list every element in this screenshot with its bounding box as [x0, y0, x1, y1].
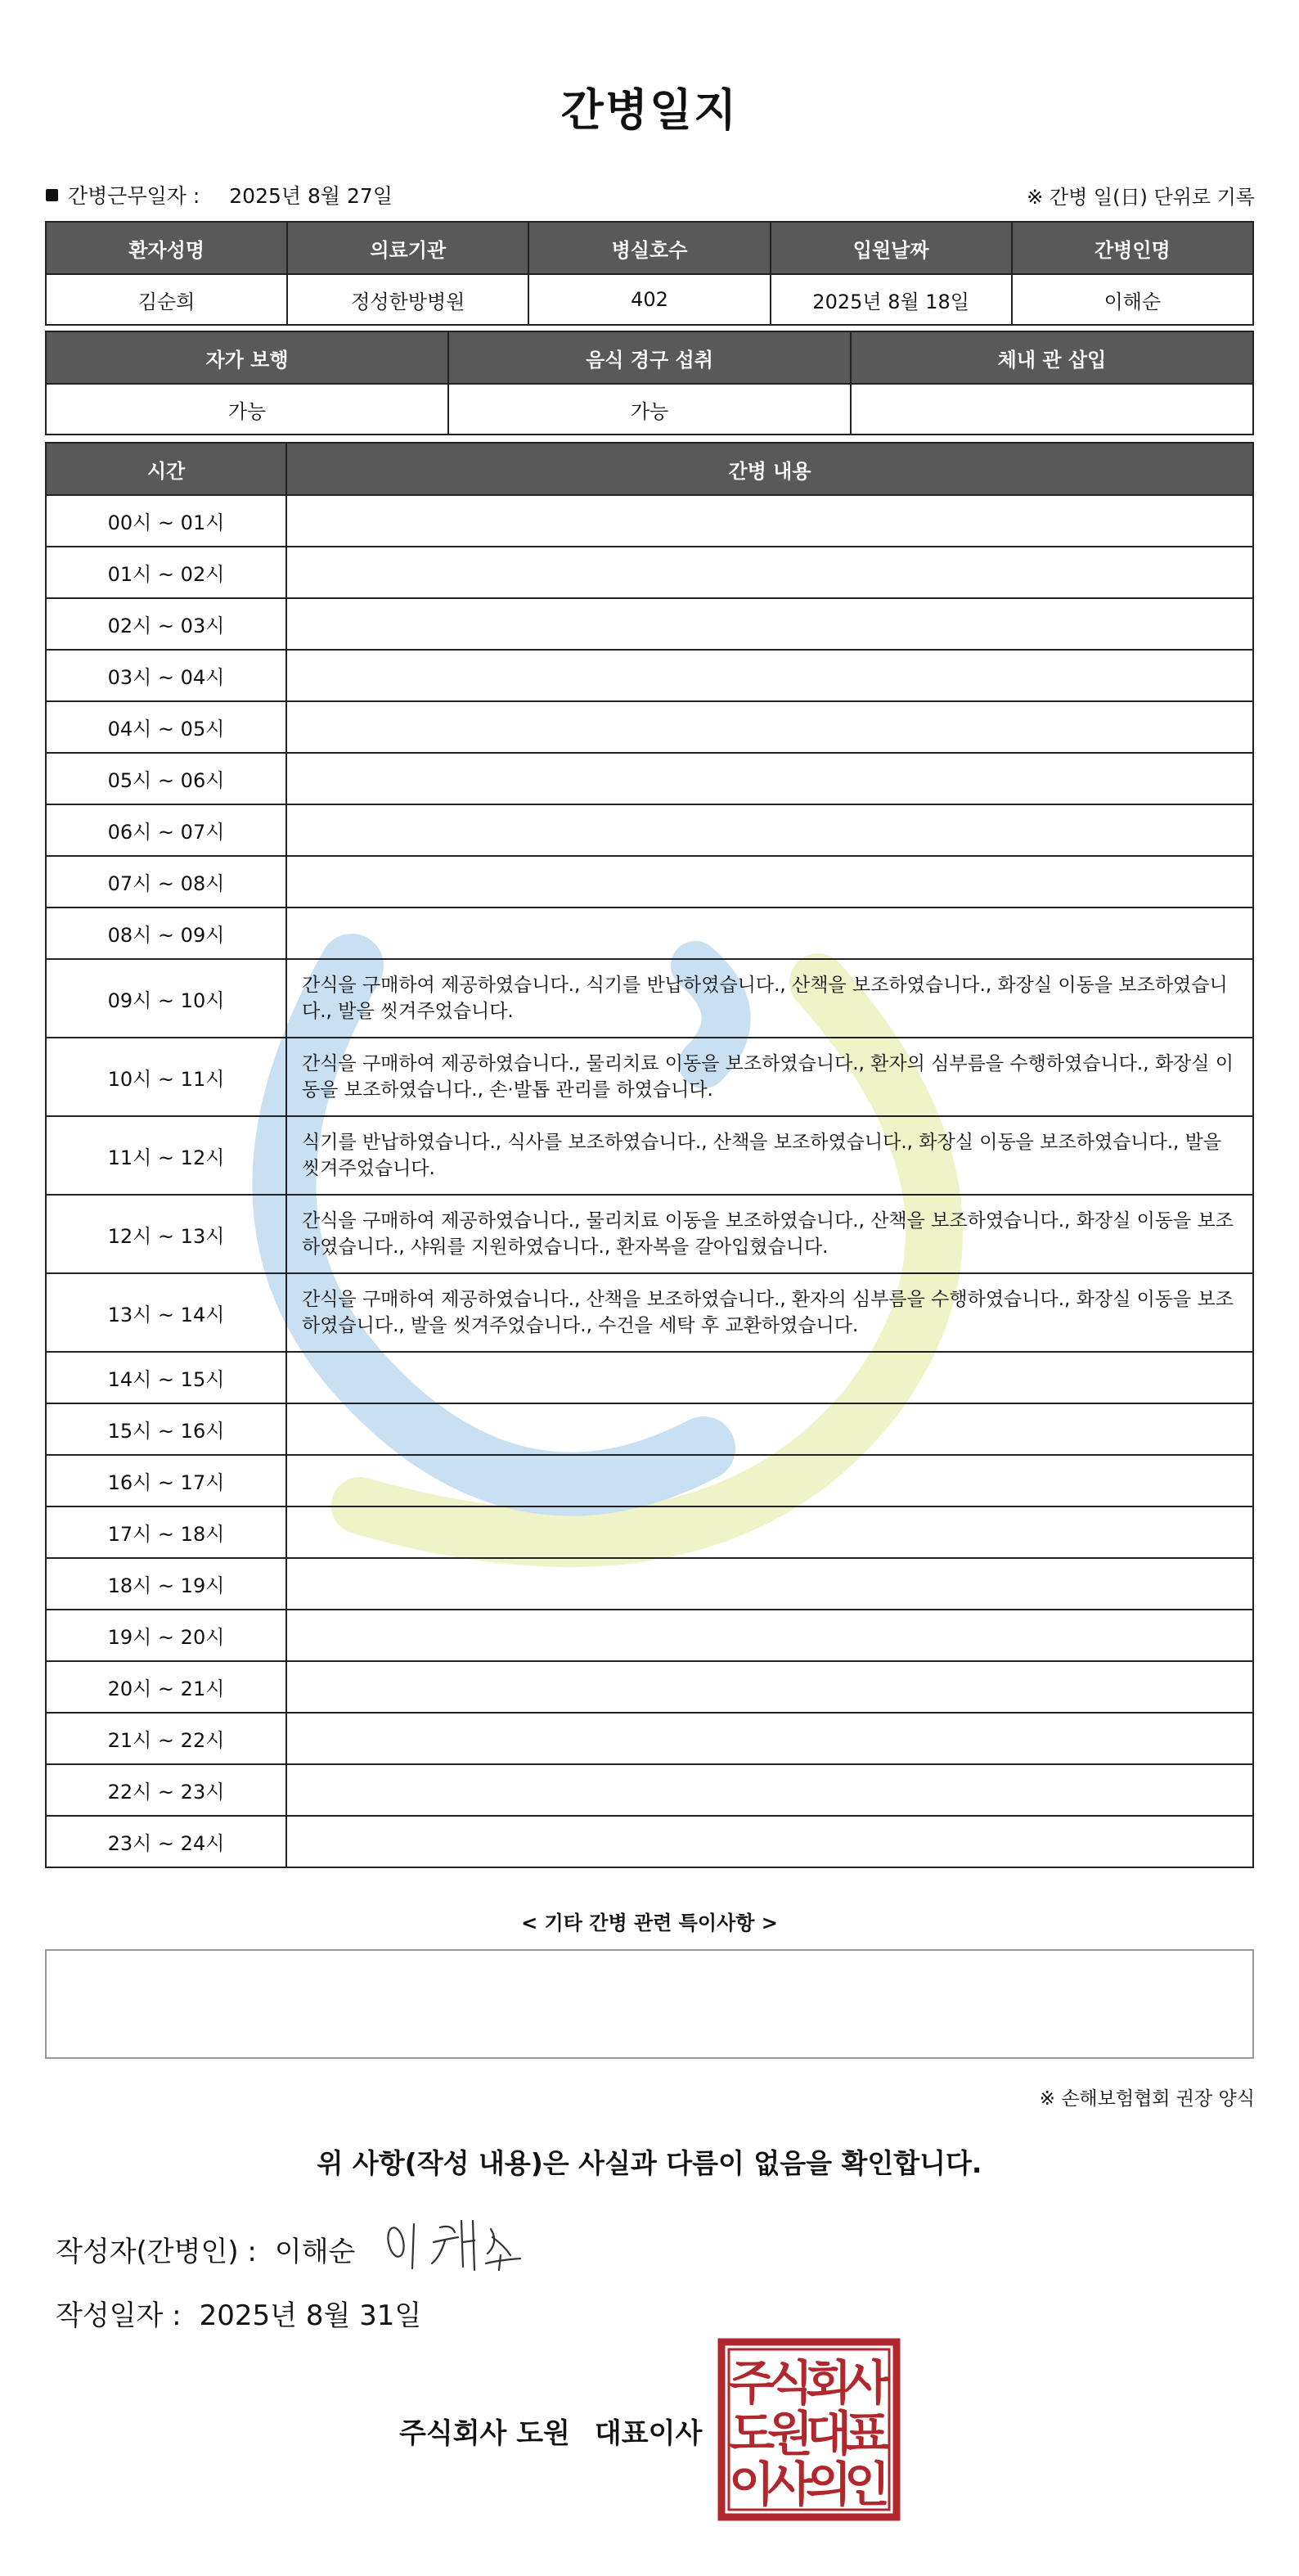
- log-time: 23시 ~ 24시: [46, 1816, 286, 1867]
- walking-value: 가능: [46, 384, 448, 435]
- log-row: [46, 547, 1253, 598]
- log-row: [46, 1661, 1253, 1713]
- hourly-log-table: [45, 442, 1254, 1868]
- bullet-square-icon: [46, 189, 58, 201]
- svg-text:회: 회: [805, 2355, 852, 2411]
- log-content: [286, 1610, 1253, 1661]
- log-row: [46, 1764, 1253, 1816]
- page-title: 간병일지: [560, 84, 739, 136]
- header-care-content: 간병 내용: [286, 443, 1253, 495]
- log-row: [46, 1558, 1253, 1610]
- svg-text:원: 원: [766, 2406, 814, 2461]
- writer-row: [56, 2229, 355, 2269]
- log-time: 04시 ~ 05시: [46, 701, 286, 753]
- special-notes-title: < 기타 간병 관련 특이사항 >: [521, 1912, 778, 1934]
- writer-name: 이해순: [274, 2236, 356, 2268]
- log-time: 15시 ~ 16시: [46, 1403, 286, 1455]
- header-tube-insertion: 체내 관 삽입: [851, 331, 1253, 384]
- log-row: [46, 907, 1253, 959]
- svg-text:표: 표: [843, 2406, 891, 2461]
- log-content: [286, 495, 1253, 547]
- company-signoff: [399, 2411, 702, 2451]
- header-room: 병실호수: [528, 222, 770, 274]
- log-content: 간식을 구매하여 제공하였습니다., 산책을 보조하였습니다., 환자의 심부름을 수행하였습니다., 화장실 이동을 보조하였습니다., 발을 씻겨주었습니다., 수건을 세탁 후 교환하였습니다.: [286, 1273, 1253, 1352]
- log-row: [46, 856, 1253, 907]
- log-row: [46, 1610, 1253, 1661]
- work-date-label: 간병근무일자 :: [68, 184, 200, 208]
- log-content: [286, 1713, 1253, 1764]
- company-role: 대표이사: [594, 2417, 703, 2450]
- log-time: 09시 ~ 10시: [46, 959, 286, 1038]
- header-time: 시간: [46, 443, 286, 495]
- svg-text:사: 사: [843, 2355, 891, 2411]
- log-content: [286, 1506, 1253, 1558]
- log-time: 11시 ~ 12시: [46, 1116, 286, 1195]
- log-time: 12시 ~ 13시: [46, 1195, 286, 1273]
- log-row: [46, 1506, 1253, 1558]
- log-content: [286, 598, 1253, 650]
- svg-text:인: 인: [843, 2457, 891, 2512]
- log-time: 06시 ~ 07시: [46, 804, 286, 856]
- log-row: [46, 959, 1253, 1038]
- log-row: [46, 650, 1253, 701]
- handwritten-signature: [376, 2209, 532, 2283]
- log-row: [46, 1273, 1253, 1352]
- log-time: 19시 ~ 20시: [46, 1610, 286, 1661]
- admission-date: 2025년 8월 18일: [771, 274, 1012, 325]
- log-content: [286, 804, 1253, 856]
- patient-info-table: [45, 221, 1254, 326]
- room-number: 402: [528, 274, 770, 325]
- log-content: 간식을 구매하여 제공하였습니다., 식기를 반납하였습니다., 산책을 보조하였습니다., 화장실 이동을 보조하였습니다., 발을 씻겨주었습니다.: [286, 959, 1253, 1038]
- header-caregiver: 간병인명: [1012, 222, 1253, 274]
- header-patient-name: 환자성명: [46, 222, 287, 274]
- header-walking: 자가 보행: [46, 331, 448, 384]
- svg-text:이: 이: [728, 2457, 775, 2512]
- log-row: [46, 1455, 1253, 1506]
- header-oral-intake: 음식 경구 섭취: [448, 331, 851, 384]
- log-time: 00시 ~ 01시: [46, 495, 286, 547]
- log-time: 01시 ~ 02시: [46, 547, 286, 598]
- association-note: ※ 손해보험협회 권장 양식: [1039, 2088, 1255, 2110]
- log-time: 21시 ~ 22시: [46, 1713, 286, 1764]
- written-date-row: [56, 2293, 421, 2333]
- log-content: 간식을 구매하여 제공하였습니다., 물리치료 이동을 보조하였습니다., 산책을 보조하였습니다., 화장실 이동을 보조하였습니다., 샤워를 지원하였습니다., 환자복을 갈아입혔습니다.: [286, 1195, 1253, 1273]
- log-content: [286, 1455, 1253, 1506]
- record-note: ※ 간병 일(日) 단위로 기록: [1027, 186, 1255, 209]
- log-row: [46, 495, 1253, 547]
- svg-text:주: 주: [728, 2355, 775, 2411]
- log-content: [286, 547, 1253, 598]
- log-time: 18시 ~ 19시: [46, 1558, 286, 1610]
- log-content: 간식을 구매하여 제공하였습니다., 물리치료 이동을 보조하였습니다., 환자의 심부름을 수행하였습니다., 화장실 이동을 보조하였습니다., 손·발톱 관리를 하였습니다.: [286, 1038, 1253, 1116]
- log-time: 14시 ~ 15시: [46, 1352, 286, 1403]
- svg-text:식: 식: [766, 2355, 814, 2411]
- log-row: [46, 1713, 1253, 1764]
- log-content: [286, 753, 1253, 804]
- log-row: [46, 1038, 1253, 1116]
- written-date-label: 작성일자 :: [56, 2299, 182, 2332]
- patient-name: 김순희: [46, 274, 287, 325]
- log-row: [46, 598, 1253, 650]
- header-admission-date: 입원날짜: [771, 222, 1012, 274]
- hospital-name: 정성한방병원: [287, 274, 528, 325]
- log-row: [46, 1352, 1253, 1403]
- svg-text:사: 사: [766, 2457, 814, 2512]
- svg-text:도: 도: [728, 2406, 775, 2461]
- log-row: [46, 701, 1253, 753]
- caregiver-name: 이해순: [1012, 274, 1253, 325]
- special-notes-box: [45, 1949, 1254, 2059]
- log-time: 10시 ~ 11시: [46, 1038, 286, 1116]
- header-hospital: 의료기관: [287, 222, 528, 274]
- log-time: 05시 ~ 06시: [46, 753, 286, 804]
- log-row: [46, 753, 1253, 804]
- log-content: [286, 701, 1253, 753]
- log-content: [286, 1403, 1253, 1455]
- log-row: [46, 804, 1253, 856]
- svg-text:대: 대: [805, 2406, 852, 2461]
- work-date-value: 2025년 8월 27일: [229, 184, 393, 208]
- log-time: 22시 ~ 23시: [46, 1764, 286, 1816]
- log-content: [286, 1661, 1253, 1713]
- log-content: [286, 1764, 1253, 1816]
- log-row: [46, 1116, 1253, 1195]
- log-row: [46, 1403, 1253, 1455]
- log-time: 03시 ~ 04시: [46, 650, 286, 701]
- log-content: 식기를 반납하였습니다., 식사를 보조하였습니다., 산책을 보조하였습니다., 화장실 이동을 보조하였습니다., 발을 씻겨주었습니다.: [286, 1116, 1253, 1195]
- log-time: 20시 ~ 21시: [46, 1661, 286, 1713]
- work-date-row: [46, 180, 393, 209]
- tube-insertion-value: [851, 384, 1253, 435]
- log-time: 02시 ~ 03시: [46, 598, 286, 650]
- company-name: 주식회사 도원: [399, 2417, 570, 2450]
- log-time: 08시 ~ 09시: [46, 907, 286, 959]
- confirmation-statement: 위 사항(작성 내용)은 사실과 다름이 없음을 확인합니다.: [317, 2147, 982, 2179]
- oral-intake-value: 가능: [448, 384, 851, 435]
- log-time: 17시 ~ 18시: [46, 1506, 286, 1558]
- written-date: 2025년 8월 31일: [199, 2299, 422, 2332]
- log-content: [286, 1816, 1253, 1867]
- log-content: [286, 1558, 1253, 1610]
- log-time: 16시 ~ 17시: [46, 1455, 286, 1506]
- log-content: [286, 907, 1253, 959]
- patient-status-table: [45, 331, 1254, 435]
- log-time: 13시 ~ 14시: [46, 1273, 286, 1352]
- company-seal: [717, 2337, 901, 2522]
- log-row: [46, 1195, 1253, 1273]
- log-time: 07시 ~ 08시: [46, 856, 286, 907]
- writer-label: 작성자(간병인) :: [56, 2236, 257, 2268]
- svg-text:의: 의: [805, 2457, 852, 2512]
- log-content: [286, 1352, 1253, 1403]
- log-row: [46, 1816, 1253, 1867]
- log-content: [286, 650, 1253, 701]
- log-content: [286, 856, 1253, 907]
